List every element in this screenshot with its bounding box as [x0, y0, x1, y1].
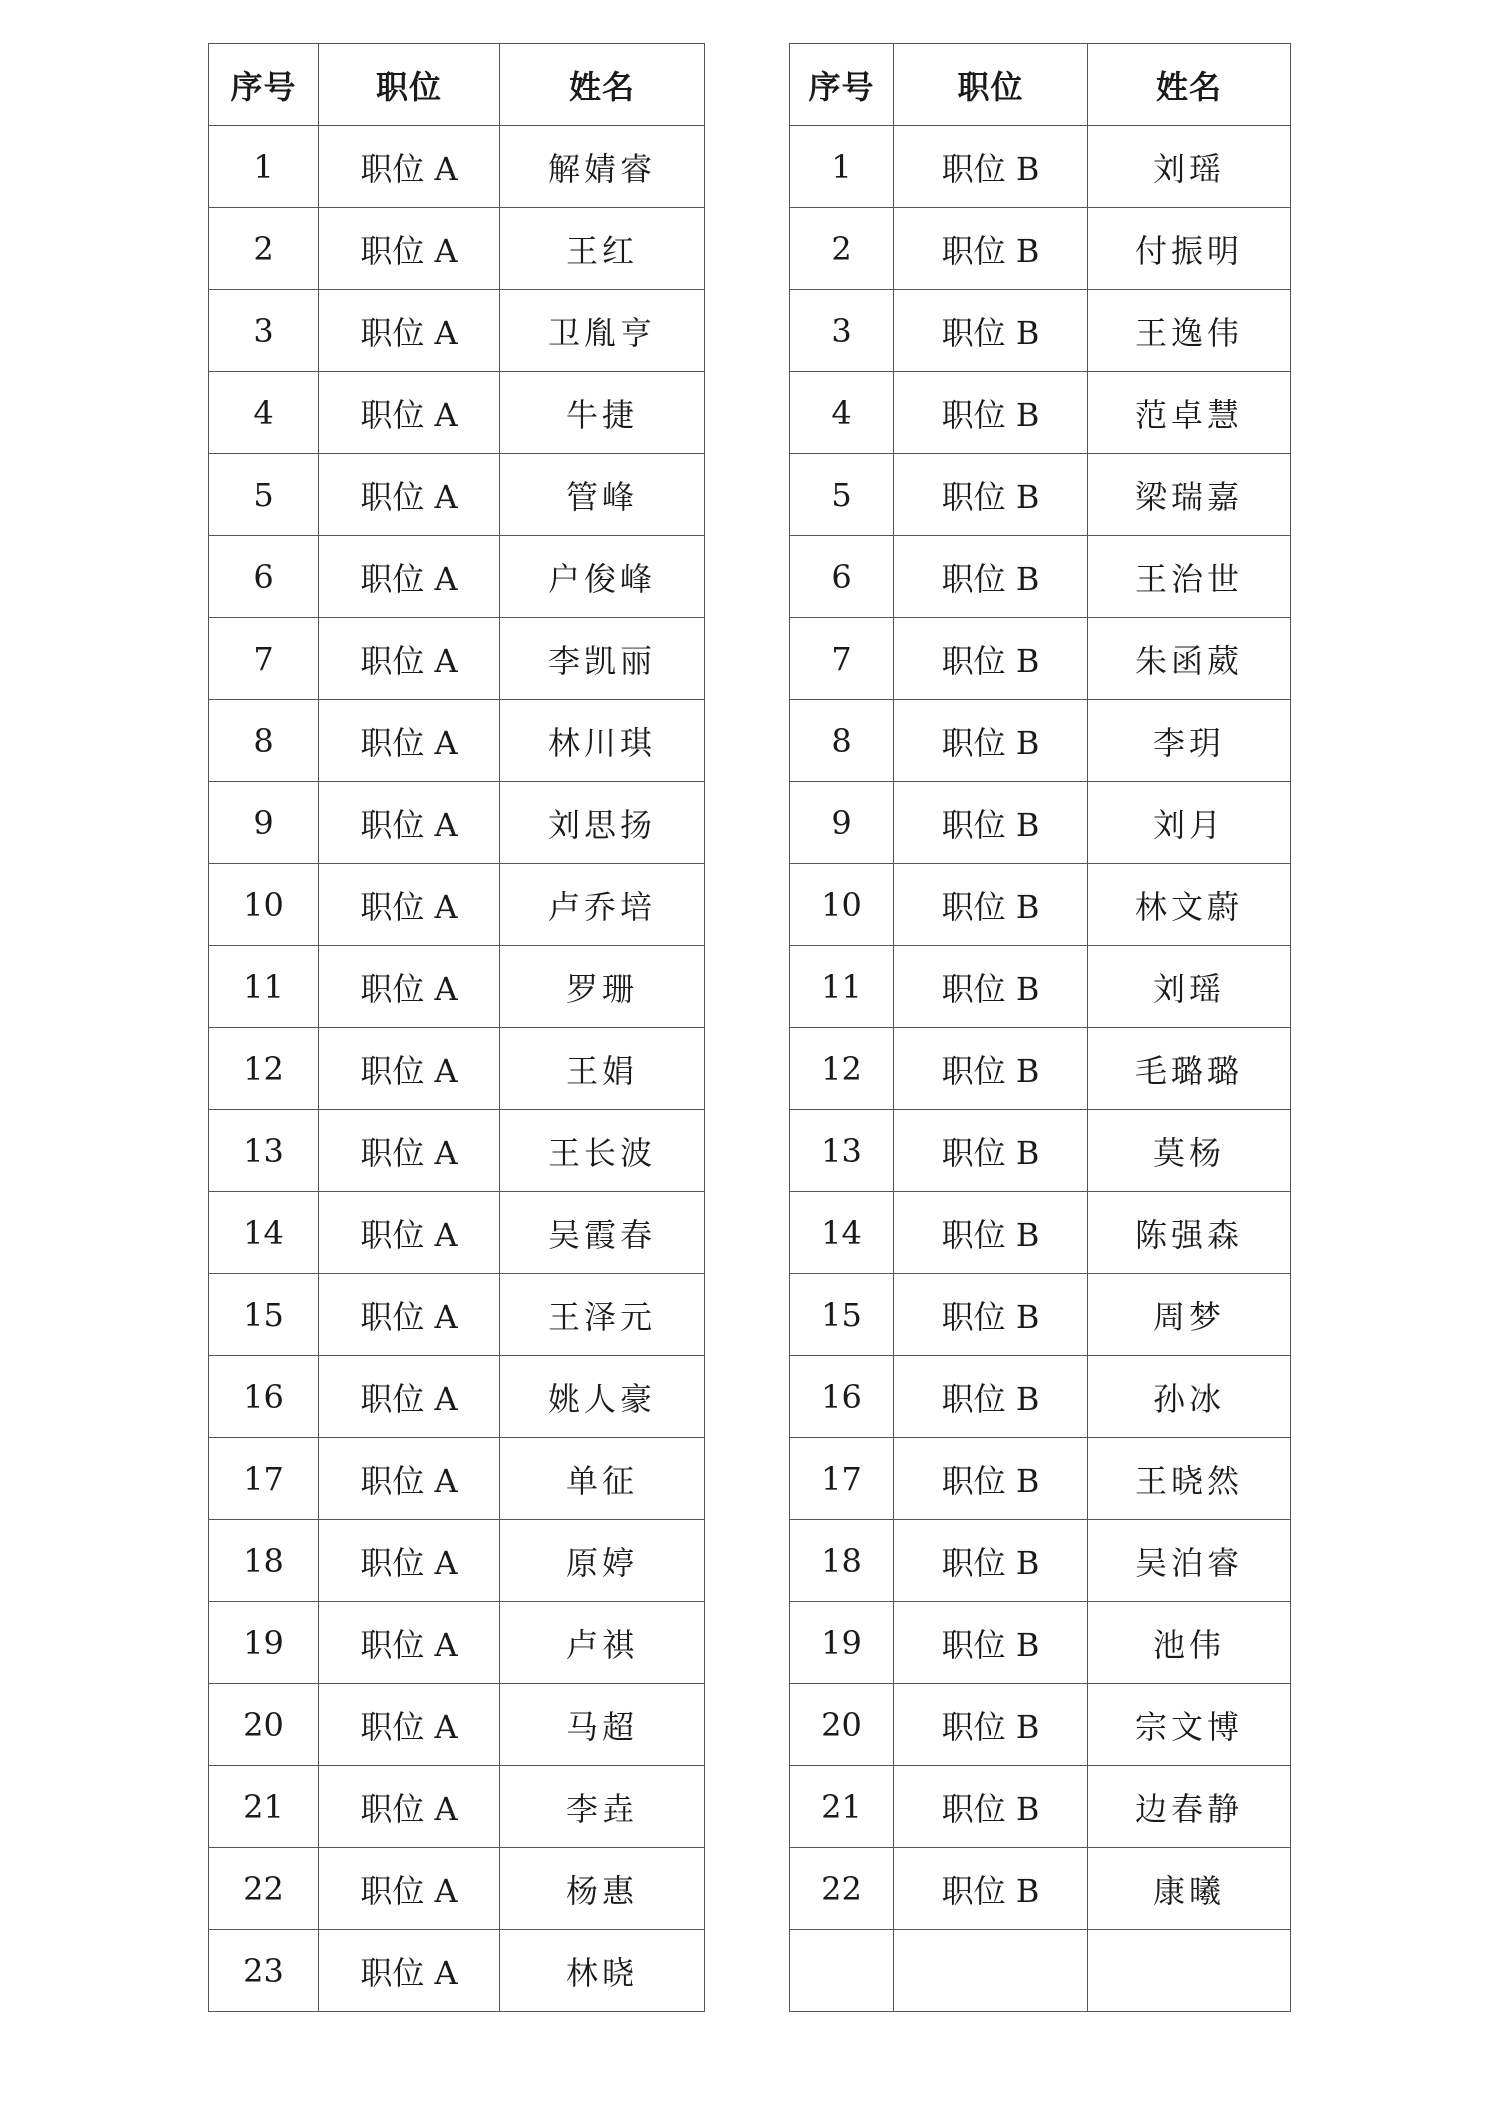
- name-cell: 王娟: [500, 1028, 705, 1110]
- row-number-cell: 17: [790, 1438, 894, 1520]
- table-row: [209, 1438, 705, 1520]
- column-header-position: 职位: [319, 44, 500, 126]
- position-cell: 职位 B: [894, 1110, 1088, 1192]
- table-row: [790, 454, 1291, 536]
- table-row: [790, 372, 1291, 454]
- position-cell: 职位 A: [319, 536, 500, 618]
- name-cell: 朱函葳: [1088, 618, 1291, 700]
- name-cell: 李垚: [500, 1766, 705, 1848]
- position-cell: 职位 B: [894, 454, 1088, 536]
- row-number-cell: 21: [209, 1766, 319, 1848]
- row-number-cell: 22: [790, 1848, 894, 1930]
- table-row: [790, 1848, 1291, 1930]
- table-row: [790, 1356, 1291, 1438]
- name-cell: 马超: [500, 1684, 705, 1766]
- row-number-cell: 8: [209, 700, 319, 782]
- row-number-cell: 16: [790, 1356, 894, 1438]
- name-cell: 梁瑞嘉: [1088, 454, 1291, 536]
- row-number-cell: 14: [790, 1192, 894, 1274]
- table-a-body: [209, 126, 705, 2012]
- position-cell: 职位 A: [319, 1766, 500, 1848]
- row-number-cell: 19: [790, 1602, 894, 1684]
- position-cell: 职位 A: [319, 1274, 500, 1356]
- position-cell: 职位 A: [319, 290, 500, 372]
- position-cell: 职位 A: [319, 126, 500, 208]
- table-row: [209, 1602, 705, 1684]
- name-cell: 管峰: [500, 454, 705, 536]
- table-row: [209, 946, 705, 1028]
- row-number-cell: 10: [209, 864, 319, 946]
- name-cell: 王长波: [500, 1110, 705, 1192]
- name-cell: 林川琪: [500, 700, 705, 782]
- roster-table-a: [208, 43, 705, 2012]
- row-number-cell: 12: [209, 1028, 319, 1110]
- position-cell: 职位 B: [894, 1192, 1088, 1274]
- name-cell: 吴泊睿: [1088, 1520, 1291, 1602]
- name-cell: 吴霞春: [500, 1192, 705, 1274]
- row-number-cell: 19: [209, 1602, 319, 1684]
- column-header-number: 序号: [790, 44, 894, 126]
- row-number-cell: 6: [790, 536, 894, 618]
- name-cell: 莫杨: [1088, 1110, 1291, 1192]
- position-cell: 职位 B: [894, 126, 1088, 208]
- table-row: [209, 1766, 705, 1848]
- roster-table-b: [789, 43, 1291, 2012]
- row-number-cell: 1: [790, 126, 894, 208]
- row-number-cell: 4: [209, 372, 319, 454]
- row-number-cell: 8: [790, 700, 894, 782]
- position-cell: 职位 B: [894, 700, 1088, 782]
- position-cell: 职位 B: [894, 1602, 1088, 1684]
- position-cell: 职位 A: [319, 1192, 500, 1274]
- table-row: [790, 1684, 1291, 1766]
- row-number-cell: 9: [790, 782, 894, 864]
- table-row: [790, 864, 1291, 946]
- name-cell: 牛捷: [500, 372, 705, 454]
- row-number-cell: 20: [790, 1684, 894, 1766]
- position-cell: 职位 A: [319, 454, 500, 536]
- row-number-cell: 14: [209, 1192, 319, 1274]
- row-number-cell: 9: [209, 782, 319, 864]
- table-row: [209, 618, 705, 700]
- name-cell: 卫胤亨: [500, 290, 705, 372]
- name-cell: 周梦: [1088, 1274, 1291, 1356]
- name-cell: 户俊峰: [500, 536, 705, 618]
- row-number-cell: 13: [209, 1110, 319, 1192]
- table-row: [209, 1192, 705, 1274]
- table-b-body: [790, 126, 1291, 2012]
- position-cell: 职位 A: [319, 700, 500, 782]
- row-number-cell: 10: [790, 864, 894, 946]
- name-cell: [1088, 1930, 1291, 2012]
- name-cell: 卢乔培: [500, 864, 705, 946]
- position-cell: 职位 A: [319, 946, 500, 1028]
- name-cell: 毛璐璐: [1088, 1028, 1291, 1110]
- name-cell: 孙冰: [1088, 1356, 1291, 1438]
- row-number-cell: 7: [209, 618, 319, 700]
- row-number-cell: 12: [790, 1028, 894, 1110]
- position-cell: 职位 B: [894, 208, 1088, 290]
- name-cell: 付振明: [1088, 208, 1291, 290]
- row-number-cell: 23: [209, 1930, 319, 2012]
- table-row: [790, 1110, 1291, 1192]
- name-cell: 范卓慧: [1088, 372, 1291, 454]
- position-cell: 职位 A: [319, 208, 500, 290]
- row-number-cell: 3: [209, 290, 319, 372]
- row-number-cell: 1: [209, 126, 319, 208]
- row-number-cell: 13: [790, 1110, 894, 1192]
- row-number-cell: 11: [790, 946, 894, 1028]
- name-cell: 姚人豪: [500, 1356, 705, 1438]
- row-number-cell: 18: [790, 1520, 894, 1602]
- column-header-position: 职位: [894, 44, 1088, 126]
- table-row: [790, 946, 1291, 1028]
- name-cell: 单征: [500, 1438, 705, 1520]
- table-row: [790, 536, 1291, 618]
- position-cell: 职位 A: [319, 1520, 500, 1602]
- table-row: [790, 1602, 1291, 1684]
- table-row: [209, 1110, 705, 1192]
- table-row: [209, 1520, 705, 1602]
- table-row: [790, 1192, 1291, 1274]
- table-row: [209, 1028, 705, 1110]
- table-row: [790, 290, 1291, 372]
- position-cell: 职位 A: [319, 1602, 500, 1684]
- position-cell: 职位 B: [894, 290, 1088, 372]
- position-cell: 职位 A: [319, 1848, 500, 1930]
- column-header-name: 姓名: [1088, 44, 1291, 126]
- row-number-cell: 17: [209, 1438, 319, 1520]
- header-row: [790, 44, 1291, 126]
- position-cell: 职位 A: [319, 372, 500, 454]
- position-cell: 职位 B: [894, 536, 1088, 618]
- position-cell: 职位 A: [319, 782, 500, 864]
- table-row: [790, 782, 1291, 864]
- table-row: [790, 1930, 1291, 2012]
- position-cell: 职位 B: [894, 864, 1088, 946]
- table-row: [209, 1930, 705, 2012]
- position-cell: 职位 A: [319, 1356, 500, 1438]
- name-cell: 卢祺: [500, 1602, 705, 1684]
- row-number-cell: 5: [209, 454, 319, 536]
- table-row: [209, 290, 705, 372]
- table-row: [209, 1848, 705, 1930]
- position-cell: 职位 B: [894, 1520, 1088, 1602]
- row-number-cell: 7: [790, 618, 894, 700]
- name-cell: 王泽元: [500, 1274, 705, 1356]
- position-cell: 职位 B: [894, 1848, 1088, 1930]
- row-number-cell: [790, 1930, 894, 2012]
- position-cell: 职位 B: [894, 1684, 1088, 1766]
- position-cell: 职位 A: [319, 618, 500, 700]
- position-cell: 职位 A: [319, 1438, 500, 1520]
- table-row: [790, 1274, 1291, 1356]
- row-number-cell: 15: [209, 1274, 319, 1356]
- position-cell: 职位 B: [894, 1356, 1088, 1438]
- row-number-cell: 22: [209, 1848, 319, 1930]
- row-number-cell: 2: [209, 208, 319, 290]
- position-cell: 职位 A: [319, 1110, 500, 1192]
- table-row: [790, 1028, 1291, 1110]
- row-number-cell: 16: [209, 1356, 319, 1438]
- table-row: [790, 1438, 1291, 1520]
- name-cell: 刘月: [1088, 782, 1291, 864]
- header-row: [209, 44, 705, 126]
- name-cell: 王治世: [1088, 536, 1291, 618]
- name-cell: 原婷: [500, 1520, 705, 1602]
- name-cell: 宗文博: [1088, 1684, 1291, 1766]
- column-header-name: 姓名: [500, 44, 705, 126]
- position-cell: 职位 A: [319, 1028, 500, 1110]
- row-number-cell: 2: [790, 208, 894, 290]
- name-cell: 刘瑶: [1088, 126, 1291, 208]
- position-cell: 职位 B: [894, 946, 1088, 1028]
- table-row: [209, 1684, 705, 1766]
- row-number-cell: 20: [209, 1684, 319, 1766]
- row-number-cell: 11: [209, 946, 319, 1028]
- name-cell: 池伟: [1088, 1602, 1291, 1684]
- table-row: [790, 618, 1291, 700]
- position-cell: 职位 B: [894, 1274, 1088, 1356]
- table-row: [209, 782, 705, 864]
- position-cell: 职位 B: [894, 782, 1088, 864]
- row-number-cell: 5: [790, 454, 894, 536]
- table-row: [209, 536, 705, 618]
- table-row: [790, 208, 1291, 290]
- name-cell: 罗珊: [500, 946, 705, 1028]
- position-cell: 职位 B: [894, 372, 1088, 454]
- name-cell: 解婧睿: [500, 126, 705, 208]
- table-row: [209, 864, 705, 946]
- name-cell: 林文蔚: [1088, 864, 1291, 946]
- row-number-cell: 18: [209, 1520, 319, 1602]
- table-row: [790, 700, 1291, 782]
- position-cell: 职位 B: [894, 1766, 1088, 1848]
- name-cell: 王逸伟: [1088, 290, 1291, 372]
- name-cell: 李凯丽: [500, 618, 705, 700]
- row-number-cell: 6: [209, 536, 319, 618]
- position-cell: 职位 B: [894, 1438, 1088, 1520]
- position-cell: 职位 B: [894, 618, 1088, 700]
- name-cell: 王红: [500, 208, 705, 290]
- name-cell: 康曦: [1088, 1848, 1291, 1930]
- name-cell: 林晓: [500, 1930, 705, 2012]
- row-number-cell: 21: [790, 1766, 894, 1848]
- name-cell: 刘思扬: [500, 782, 705, 864]
- column-header-number: 序号: [209, 44, 319, 126]
- position-cell: 职位 A: [319, 1684, 500, 1766]
- position-cell: 职位 A: [319, 864, 500, 946]
- table-row: [209, 372, 705, 454]
- table-row: [209, 126, 705, 208]
- table-row: [790, 1766, 1291, 1848]
- name-cell: 李玥: [1088, 700, 1291, 782]
- table-row: [209, 1274, 705, 1356]
- name-cell: 刘瑶: [1088, 946, 1291, 1028]
- name-cell: 杨惠: [500, 1848, 705, 1930]
- position-cell: 职位 B: [894, 1028, 1088, 1110]
- position-cell: 职位 A: [319, 1930, 500, 2012]
- table-row: [790, 126, 1291, 208]
- table-row: [790, 1520, 1291, 1602]
- name-cell: 边春静: [1088, 1766, 1291, 1848]
- name-cell: 陈强森: [1088, 1192, 1291, 1274]
- table-row: [209, 454, 705, 536]
- row-number-cell: 4: [790, 372, 894, 454]
- table-row: [209, 1356, 705, 1438]
- position-cell: [894, 1930, 1088, 2012]
- table-row: [209, 700, 705, 782]
- table-row: [209, 208, 705, 290]
- row-number-cell: 3: [790, 290, 894, 372]
- name-cell: 王晓然: [1088, 1438, 1291, 1520]
- row-number-cell: 15: [790, 1274, 894, 1356]
